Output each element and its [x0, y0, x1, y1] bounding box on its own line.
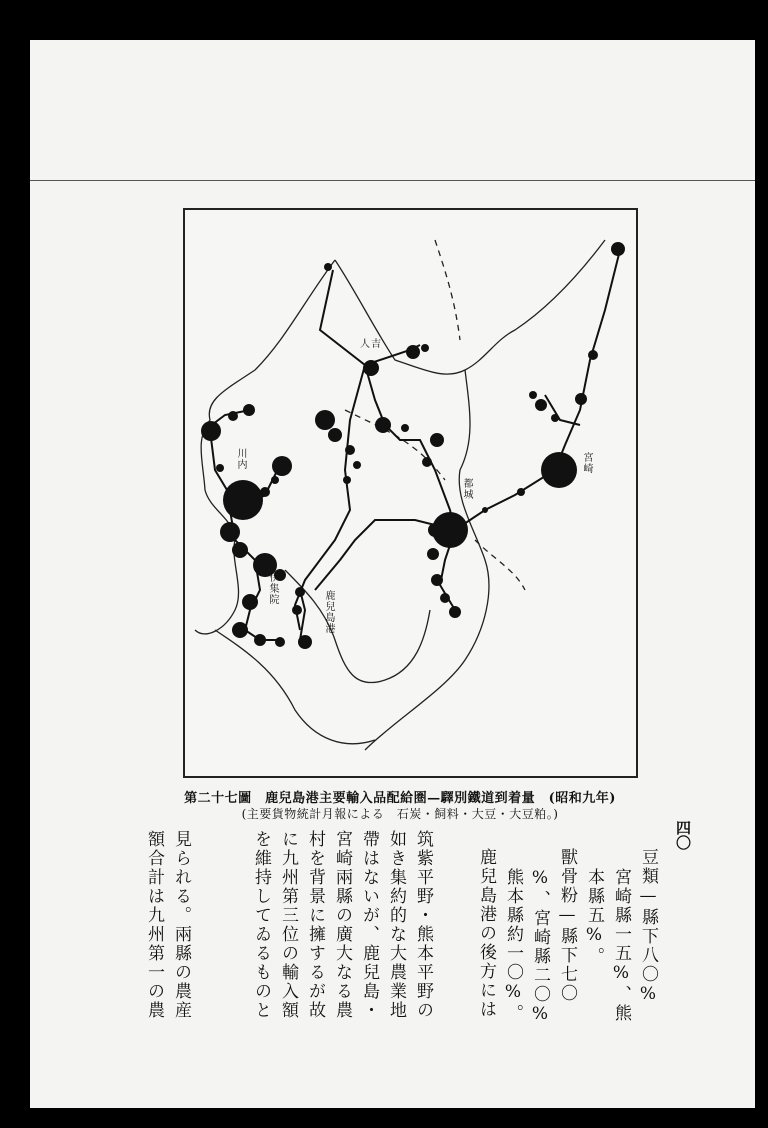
- label-miyakonojo: 都城: [461, 478, 472, 500]
- text-column-4: 獸骨粉—縣下七〇: [557, 848, 577, 1003]
- text-column-3: 本縣五%。: [584, 868, 604, 966]
- text-column-1: 豆類—縣下八〇%: [638, 848, 658, 1006]
- text-column-11: 宮崎兩縣の廣大なる農: [332, 830, 352, 1020]
- distribution-map: [183, 208, 638, 778]
- text-column-14: を維持してゐるものと: [251, 830, 271, 1020]
- text-column-13: に九州第三位の輸入額: [278, 830, 298, 1020]
- figure-title: 第二十七圖 鹿兒島港主要輸入品配給圏—驛別鐵道到着量 (昭和九年): [184, 791, 616, 806]
- page-rule: [30, 180, 755, 181]
- text-column-9: 如き集約的な大農業地: [386, 830, 406, 1020]
- label-miyazaki: 宮崎: [581, 452, 592, 474]
- text-column-5: %、宮崎縣二〇%: [530, 868, 550, 1026]
- text-column-7: 鹿兒島港の後方には: [476, 848, 496, 1019]
- figure-note: (主要貨物統計月報による 石炭・飼料・大豆・大豆粕。): [241, 807, 559, 821]
- text-column-2: 宮崎縣一五%、熊: [611, 868, 631, 1023]
- text-column-15: 見られる。兩縣の農産: [171, 830, 191, 1020]
- text-column-10: 帶はないが、鹿兒島・: [359, 830, 379, 1020]
- text-column-12: 村を背景に擁するが故: [305, 830, 325, 1020]
- label-hitoyoshi: 人吉: [360, 339, 382, 350]
- label-kagoshima-port: 鹿兒島港: [323, 590, 334, 634]
- book-page: [30, 40, 755, 1108]
- text-column-16: 額合計は九州第一の農: [144, 830, 164, 1020]
- text-column-6: 熊本縣約一〇%。: [503, 868, 523, 1023]
- text-column-8: 筑紫平野・熊本平野の: [413, 830, 433, 1020]
- label-ijuin: 伊集院: [267, 572, 278, 605]
- page-number: 四〇: [674, 820, 692, 850]
- label-sendai: 川内: [235, 448, 246, 470]
- map-drawing: [185, 210, 636, 776]
